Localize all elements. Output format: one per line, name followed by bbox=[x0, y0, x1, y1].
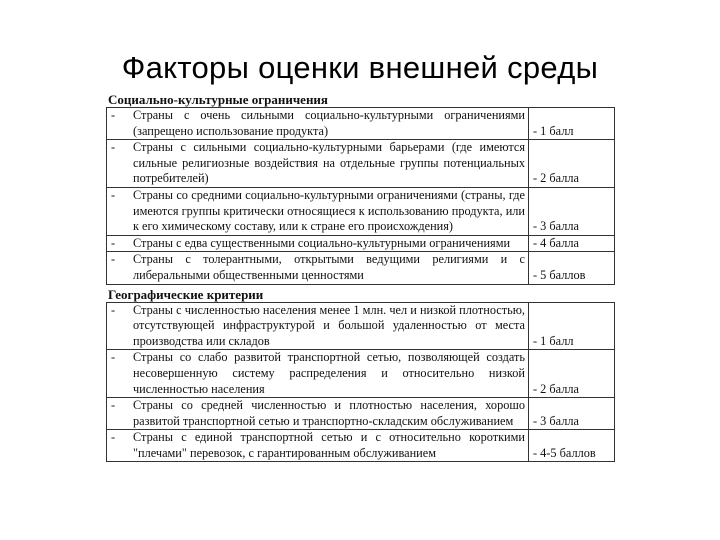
row-description: Страны с едва существенными социально-культурными ограничениями bbox=[131, 235, 529, 252]
row-score: - 4 балла bbox=[529, 235, 615, 252]
table-row bbox=[107, 235, 615, 252]
row-marker: - bbox=[107, 108, 132, 140]
row-score: - 2 балла bbox=[529, 140, 615, 188]
row-description: Страны со средней численностью и плотностью населения, хорошо развитой транспортной сетью и транспортно-складским обслуживанием bbox=[131, 398, 529, 430]
row-score: - 1 балл bbox=[529, 302, 615, 350]
table-row bbox=[107, 187, 615, 235]
criteria-document bbox=[106, 92, 612, 464]
geographic-table bbox=[106, 302, 615, 463]
row-marker: - bbox=[107, 140, 132, 188]
table-row bbox=[107, 302, 615, 350]
row-description: Страны с толерантными, открытыми ведущими религиями и с либеральными общественными ценностями bbox=[131, 252, 529, 284]
row-score: - 4-5 баллов bbox=[529, 430, 615, 462]
table-row bbox=[107, 398, 615, 430]
row-marker: - bbox=[107, 398, 132, 430]
table-row bbox=[107, 252, 615, 284]
slide-title: Факторы оценки внешней среды bbox=[121, 50, 599, 85]
row-marker: - bbox=[107, 302, 132, 350]
table-row bbox=[107, 140, 615, 188]
row-score: - 3 балла bbox=[529, 187, 615, 235]
row-marker: - bbox=[107, 252, 132, 284]
row-description: Страны с численностью населения менее 1 млн. чел и низкой плотностью, отсутствующей инфраструктурой и большой удаленностью от места производства или складов bbox=[131, 302, 529, 350]
table-row bbox=[107, 430, 615, 462]
row-marker: - bbox=[107, 430, 132, 462]
row-score: - 5 баллов bbox=[529, 252, 615, 284]
row-score: - 1 балл bbox=[529, 108, 615, 140]
row-description: Страны со средними социально-культурными ограничениями (страны, где имеются группы критически относящиеся к использованию продукта, или к его химическому составу, или к стране его происхождения) bbox=[131, 187, 529, 235]
row-description: Страны с единой транспортной сетью и с относительно короткими "плечами" перевозок, с гарантированным обслуживанием bbox=[131, 430, 529, 462]
section-title-geographic: Географические критерии bbox=[108, 286, 264, 302]
table-row bbox=[107, 108, 615, 140]
row-description: Страны со слабо развитой транспортной сетью, позволяющей создать несовершенную систему распределения и относительно низкой численностью населения bbox=[131, 350, 529, 398]
row-marker: - bbox=[107, 350, 132, 398]
row-description: Страны с очень сильными социально-культурными ограничениями (запрещено использование продукта) bbox=[131, 108, 529, 140]
row-description: Страны с сильными социально-культурными барьерами (где имеются сильные религиозные воздействия на отдельные группы потенциальных потребителей) bbox=[131, 140, 529, 188]
table-row bbox=[107, 350, 615, 398]
row-marker: - bbox=[107, 187, 132, 235]
row-score: - 3 балла bbox=[529, 398, 615, 430]
section-title-sociocultural: Социально-культурные ограничения bbox=[108, 92, 328, 107]
sociocultural-table bbox=[106, 107, 615, 285]
row-marker: - bbox=[107, 235, 132, 252]
row-score: - 2 балла bbox=[529, 350, 615, 398]
